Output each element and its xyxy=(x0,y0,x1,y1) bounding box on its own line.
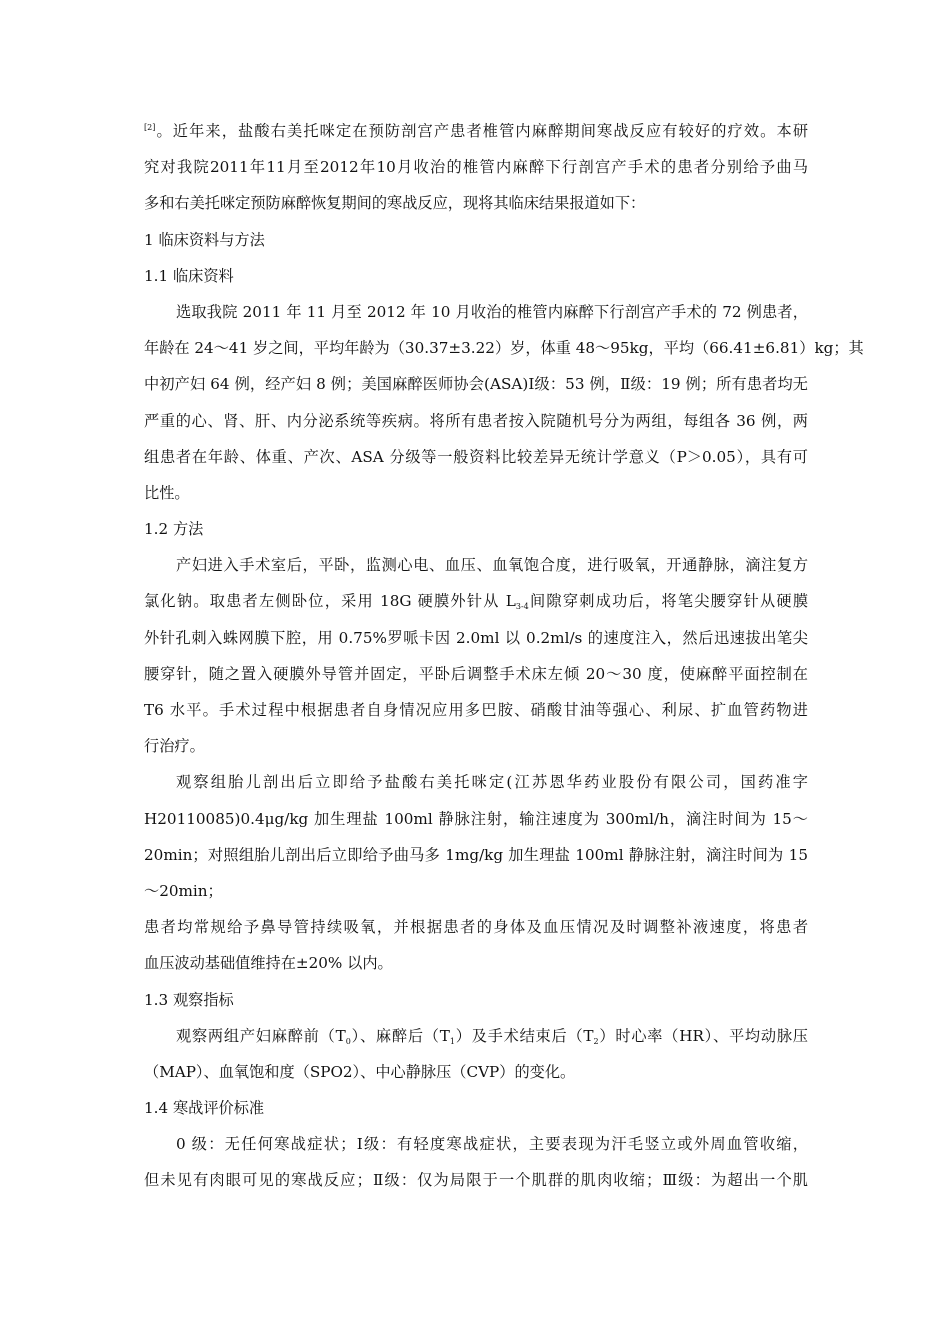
text-line: 选取我院 2011 年 11 月至 2012 年 10 月收治的椎管内麻醉下行剖宫产手术的 72 例患者， xyxy=(176,302,808,321)
text-line: 20min；对照组胎儿剖出后立即给予曲马多 1mg/kg 加生理盐 100ml 静脉注射，滴注时间为 15 xyxy=(144,845,808,864)
text-line: T6 水平。手术过程中根据患者自身情况应用多巴胺、硝酸甘油等强心、利尿、扩血管药物进 xyxy=(144,701,808,719)
text-line: 组患者在年龄、体重、产次、ASA 分级等一般资料比较差异无统计学意义（P＞0.05），具有可 xyxy=(144,447,808,466)
text-line: （MAP）、血氧饱和度（SPO2）、中心静脉压（CVP）的变化。 xyxy=(144,1062,576,1081)
text-line: 行治疗。 xyxy=(144,737,205,756)
text-line: 中初产妇 64 例，经产妇 8 例；美国麻醉医师协会(ASA)Ⅰ级：53 例，Ⅱ级：19 例；所有患者均无 xyxy=(144,375,808,394)
text-line: 患者均常规给予鼻导管持续吸氧，并根据患者的身体及血压情况及时调整补液速度，将患者 xyxy=(144,918,808,937)
text-line: 比性。 xyxy=(144,483,190,502)
citation-ref: [2] xyxy=(144,123,156,132)
text-line: ～20min； xyxy=(144,881,223,900)
text-line: 氯化钠。取患者左侧卧位，采用 18G 硬膜外针从 $L_{3-4}$间隙穿刺成功后，将笔尖腰穿针从硬膜 xyxy=(144,592,809,612)
section-heading-1: 1 临床资料与方法 xyxy=(144,230,265,249)
section-heading-1-3: 1.3 观察指标 xyxy=(144,990,234,1009)
text-line: 究对我院2011年11月至2012年10月收治的椎管内麻醉下行剖宫产手术的患者分别给予曲马 xyxy=(144,158,808,177)
text-line: [2]。近年来，盐酸右美托咪定在预防剖宫产患者椎管内麻醉期间寒战反应有较好的疗效。本研 xyxy=(144,122,808,140)
document-body xyxy=(144,113,864,1199)
text-line: 产妇进入手术室后，平卧，监测心电、血压、血氧饱合度，进行吸氧，开通静脉，滴注复方 xyxy=(176,556,808,575)
section-heading-1-2: 1.2 方法 xyxy=(144,520,204,539)
text-line: H20110085)0.4μg/kg 加生理盐 100ml 静脉注射，输注速度为 300ml/h，滴注时间为 15～ xyxy=(144,809,808,828)
section-heading-1-1: 1.1 临床资料 xyxy=(144,266,234,285)
text-line: 年龄在 24～41 岁之间，平均年龄为（30.37±3.22）岁，体重 48～95kg，平均（66.41±6.81）kg；其 xyxy=(144,339,864,358)
text-line: 血压波动基础值维持在±20% 以内。 xyxy=(144,954,393,973)
section-heading-1-4: 1.4 寒战评价标准 xyxy=(144,1099,265,1118)
text-line: 观察两组产妇麻醉前$(T_0)$、麻醉后$(T_1)$及手术结束后$(T_2)$时心率（HR）、平均动脉压 xyxy=(176,1026,808,1046)
text-line: 外针孔刺入蛛网膜下腔，用 0.75%罗哌卡因 2.0ml 以 0.2ml/s 的速度注入，然后迅速拔出笔尖 xyxy=(144,628,808,647)
text-line: 观察组胎儿剖出后立即给予盐酸右美托咪定(江苏恩华药业股份有限公司，国药准字 xyxy=(176,773,808,792)
text-line: 多和右美托咪定预防麻醉恢复期间的寒战反应，现将其临床结果报道如下： xyxy=(144,194,646,213)
text-line: 0 级：无任何寒战症状；Ⅰ级：有轻度寒战症状，主要表现为汗毛竖立或外周血管收缩， xyxy=(176,1135,808,1154)
text-line: 严重的心、肾、肝、内分泌系统等疾病。将所有患者按入院随机号分为两组，每组各 36 例，两 xyxy=(144,411,808,430)
text-line: 腰穿针，随之置入硬膜外导管并固定，平卧后调整手术床左倾 20～30 度，使麻醉平面控制在 xyxy=(144,664,808,683)
vertebra-subscript: 3-4 xyxy=(515,602,529,612)
text-line: 但未见有肉眼可见的寒战反应；Ⅱ级：仅为局限于一个肌群的肌肉收缩；Ⅲ级：为超出一个肌 xyxy=(144,1171,808,1190)
